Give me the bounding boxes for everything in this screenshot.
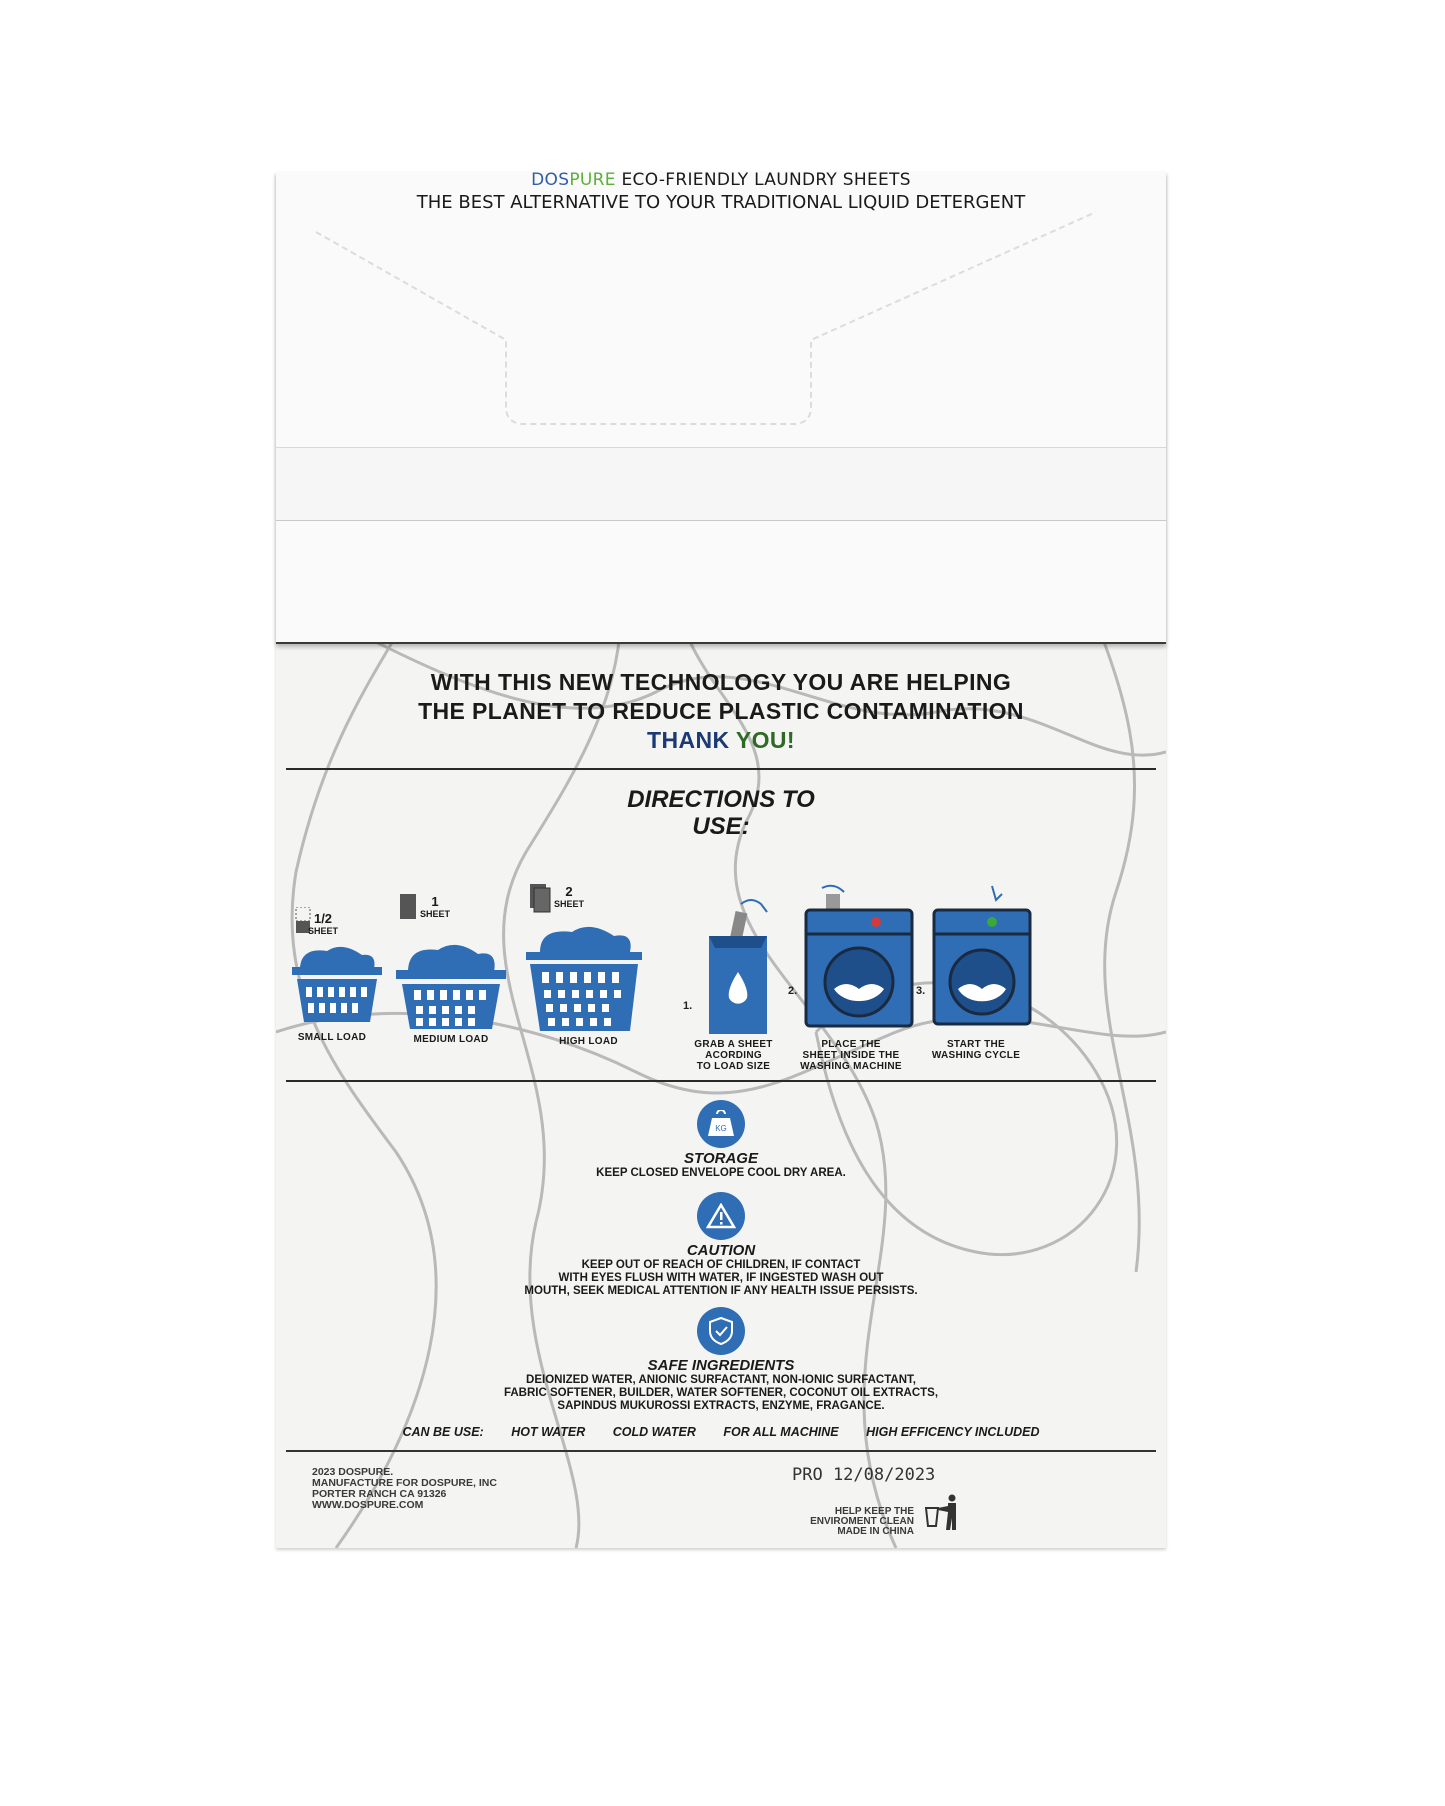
ingredients-line: FABRIC SOFTENER, BUILDER, WATER SOFTENER, COCONUT OIL EXTRACTS, xyxy=(503,1387,939,1399)
load-unit: SHEET xyxy=(554,899,585,909)
shield-check-icon xyxy=(697,1307,745,1355)
step-text: START THE xyxy=(946,1039,1006,1050)
ingredients-section xyxy=(276,1307,1166,1413)
trash-disposal-icon xyxy=(924,1492,964,1532)
production-date: PRO 12/08/2023 xyxy=(792,1465,936,1485)
storage-body: KEEP CLOSED ENVELOPE COOL DRY AREA. xyxy=(596,1167,846,1179)
message-line-2: THE PLANET TO REDUCE PLASTIC CONTAMINATION xyxy=(418,698,1024,724)
weight-icon xyxy=(697,1100,745,1148)
step-text: GRAB A SHEET xyxy=(694,1039,773,1050)
ingredients-title: SAFE INGREDIENTS xyxy=(647,1357,795,1374)
footer-line: HELP KEEP THE xyxy=(834,1506,914,1517)
step-text: WASHING CYCLE xyxy=(931,1050,1021,1061)
load-amount: 1 xyxy=(431,894,439,909)
step-text: PLACE THE xyxy=(821,1039,881,1050)
footer-line: MANUFACTURE FOR DOSPURE, INC xyxy=(312,1477,497,1489)
directions-title-2: USE: xyxy=(692,813,750,840)
manufacturer-info xyxy=(312,1467,497,1511)
brand-tagline: ECO-FRIENDLY LAUNDRY SHEETS xyxy=(615,170,911,190)
can-use-item: HOT WATER xyxy=(511,1425,586,1439)
load-medium xyxy=(386,894,516,1045)
ingredients-line: DEIONIZED WATER, ANIONIC SURFACTANT, NON-IONIC SURFACTANT, xyxy=(526,1374,916,1386)
directions-title-1: DIRECTIONS TO xyxy=(627,786,815,813)
brand-dos: DOS xyxy=(531,170,570,190)
step-3 xyxy=(916,884,1036,1061)
caution-title: CAUTION xyxy=(686,1242,756,1259)
basket-high-icon xyxy=(526,884,651,1031)
step-text: SHEET INSIDE THE xyxy=(802,1050,900,1061)
divider xyxy=(286,768,1156,770)
step-1 xyxy=(671,894,796,1072)
can-use-item: COLD WATER xyxy=(612,1425,696,1439)
caution-line: KEEP OUT OF REACH OF CHILDREN, IF CONTACT xyxy=(581,1259,861,1271)
divider xyxy=(286,1080,1156,1082)
load-amount: 2 xyxy=(565,884,573,899)
load-amount: 1/2 xyxy=(313,911,333,926)
ingredients-line: SAPINDUS MUKUROSSI EXTRACTS, ENZYME, FRAGANCE. xyxy=(557,1400,885,1412)
footer-line: ENVIROMENT CLEAN xyxy=(810,1516,914,1527)
caution-section xyxy=(276,1192,1166,1298)
can-use-item: HIGH EFFICENCY INCLUDED xyxy=(866,1425,1040,1439)
load-high xyxy=(526,884,651,1047)
envelope-flap xyxy=(276,172,1166,644)
storage-section xyxy=(276,1100,1166,1180)
load-label: SMALL LOAD xyxy=(297,1032,367,1043)
sheet-pouch-icon xyxy=(671,894,796,1034)
caution-line: WITH EYES FLUSH WITH WATER, IF INGESTED WASH OUT xyxy=(558,1272,884,1284)
environment-note xyxy=(754,1507,914,1537)
basket-medium-icon xyxy=(386,894,516,1029)
can-use-label: CAN BE USE: xyxy=(402,1425,484,1439)
can-use-row xyxy=(276,1425,1166,1439)
website-text: WWW.DOSPURE.COM xyxy=(312,1499,424,1511)
flap-fold-lines xyxy=(276,172,1166,472)
you-text: YOU! xyxy=(735,727,795,753)
caution-line: MOUTH, SEEK MEDICAL ATTENTION IF ANY HEALTH ISSUE PERSISTS. xyxy=(524,1285,918,1297)
can-use-item: FOR ALL MACHINE xyxy=(723,1425,839,1439)
storage-title: STORAGE xyxy=(684,1150,758,1167)
svg-text:KG: KG xyxy=(715,1124,727,1133)
tear-strip[interactable] xyxy=(276,447,1166,521)
divider xyxy=(286,1450,1156,1452)
svg-text:1.: 1. xyxy=(683,1000,693,1012)
svg-text:3.: 3. xyxy=(916,985,926,997)
envelope-package xyxy=(276,172,1166,1548)
svg-text:2.: 2. xyxy=(788,985,798,997)
step-text: WASHING MACHINE xyxy=(800,1061,902,1072)
brand-pure: PURE xyxy=(569,170,616,190)
footer-line: 2023 DOSPURE. xyxy=(312,1466,394,1478)
step-2 xyxy=(786,884,916,1072)
load-small xyxy=(276,907,388,1043)
step-text: TO LOAD SIZE xyxy=(696,1061,771,1072)
directions-title xyxy=(276,786,1166,840)
eco-message xyxy=(276,668,1166,755)
origin-text: MADE IN CHINA xyxy=(837,1526,914,1537)
washing-machine-icon xyxy=(786,884,916,1034)
load-unit: SHEET xyxy=(420,909,451,919)
footer-line: PORTER RANCH CA 91326 xyxy=(312,1488,447,1500)
load-label: MEDIUM LOAD xyxy=(413,1034,489,1045)
load-unit: SHEET xyxy=(308,926,339,936)
load-label: HIGH LOAD xyxy=(559,1036,618,1047)
thank-text: THANK xyxy=(647,727,730,753)
subtitle: THE BEST ALTERNATIVE TO YOUR TRADITIONAL LIQUID DETERGENT xyxy=(416,192,1026,213)
washing-machine-start-icon xyxy=(916,884,1036,1034)
warning-icon xyxy=(697,1192,745,1240)
message-line-1: WITH THIS NEW TECHNOLOGY YOU ARE HELPING xyxy=(430,669,1012,695)
step-text: ACORDING xyxy=(705,1050,762,1061)
